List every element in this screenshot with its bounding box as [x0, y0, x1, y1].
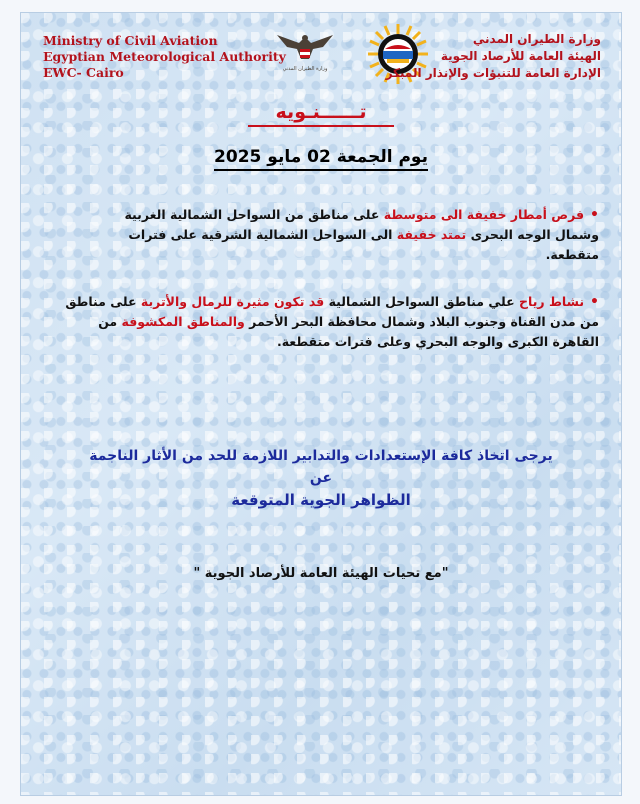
- text-plain: على مناطق: [65, 294, 141, 309]
- text-plain: على مناطق من السواحل الشمالية الغربية: [124, 207, 384, 222]
- text-plain: القاهرة الكبرى والوجه البحري وعلى فترات متقطعة.: [276, 334, 599, 349]
- english-header: [43, 33, 286, 81]
- arabic-header-line: وزارة الطيران المدني: [472, 32, 601, 46]
- bullet-line: [39, 332, 599, 352]
- arabic-header-line: الهيئة العامة للأرصاد الجوية: [440, 49, 601, 63]
- english-header-line: Egyptian Meteorological Authority: [43, 49, 286, 64]
- text-red: والمناطق المكشوفة: [121, 314, 245, 329]
- bullet-line: [119, 225, 599, 265]
- appeal-line: يرجى اتخاذ كافة الإستعدادات والتدابير اللازمة للحد من الأثار الناجمة عن: [89, 448, 553, 486]
- bullet-rain: [119, 205, 599, 265]
- bullet-line: [39, 292, 599, 312]
- english-header-line: Ministry of Civil Aviation: [43, 33, 218, 48]
- notice-date: [21, 147, 621, 167]
- arabic-header: [386, 31, 601, 82]
- closing-signature: "مع تحيات الهيئة العامة للأرصاد الجوية ": [193, 566, 449, 581]
- bullet-line: [39, 312, 599, 332]
- text-plain: وشمال الوجه البحرى: [466, 227, 599, 242]
- english-header-line: EWC- Cairo: [43, 65, 124, 80]
- document-page: [20, 12, 622, 796]
- eagle-logo-caption: وزارة الطيران المدني: [282, 66, 328, 72]
- bullet-line: [119, 205, 599, 225]
- bullet-wind: [39, 292, 599, 352]
- bullet-dot-icon: •: [590, 294, 599, 310]
- text-plain: من مدن القناة وجنوب البلاد وشمال محافظة البحر الأحمر: [244, 314, 599, 329]
- text-plain: الى السواحل الشمالية الشرقية على فترات متقطعة.: [128, 227, 599, 262]
- eagle-emblem-icon: [273, 29, 337, 73]
- text-plain: من: [98, 314, 122, 329]
- arabic-header-line: الإدارة العامة للتنبؤات والإنذار المبكر: [385, 66, 601, 80]
- notice-date-text: يوم الجمعة 02 مايو 2025: [214, 147, 428, 171]
- text-red: نشاط رياح: [519, 294, 585, 309]
- text-red: قد تكون مثيرة للرمال والأتربة: [140, 294, 325, 309]
- appeal-line: الظواهر الجوية المتوقعة: [231, 491, 411, 509]
- notice-title-text: تــــــنـويه: [248, 101, 395, 127]
- text-red: فرص أمطار خفيفة الى متوسطة: [383, 207, 585, 222]
- text-plain: علي مناطق السواحل الشمالية: [324, 294, 519, 309]
- notice-title: [21, 101, 621, 123]
- bullet-dot-icon: •: [590, 207, 599, 223]
- appeal-text: [81, 445, 561, 511]
- text-red: تمتد خفيفة: [396, 227, 467, 242]
